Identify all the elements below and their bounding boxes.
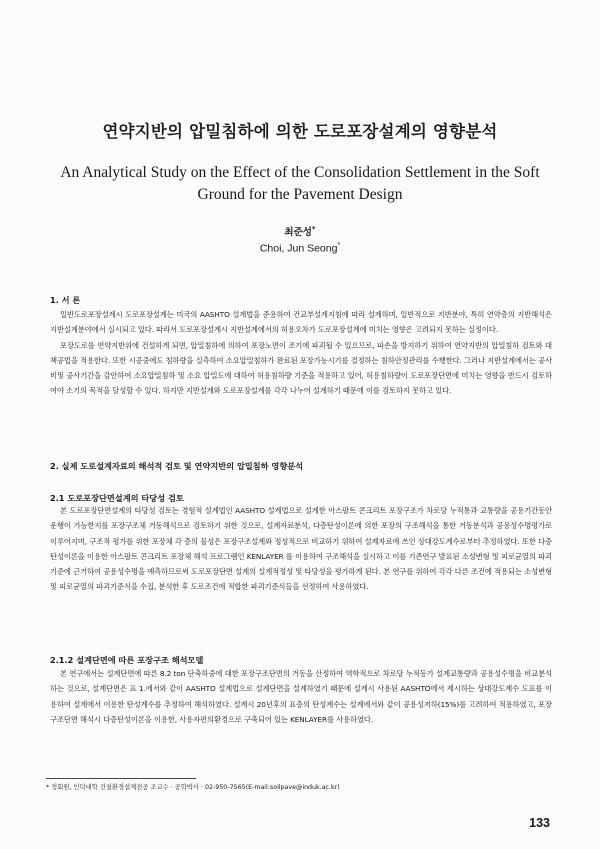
section-heading: 1. 서 론 <box>50 295 81 305</box>
author-korean-name: 최준성 <box>284 227 312 238</box>
section-heading: 2. 실제 도로설계자료의 해석적 검토 및 연약지반의 압밀침하 영향분석 <box>50 461 304 471</box>
subsection-heading: 2.1.2 설계단면에 따른 포장구조 해석모델 <box>50 655 204 665</box>
author-mark: * <box>311 224 316 233</box>
author-mark: * <box>337 242 341 249</box>
section-body <box>50 307 552 399</box>
paragraph: 본 도로포장단면설계의 타당성 검토는 경험적 설계법인 AASHTO 설계법으로 설계한 아스팔트 콘크리트 포장구조가 차로당 누적통과 교통량을 공용기간동안 운행이 가능한지를 포장구조체 거동해석으로 검토하기 위한 것으로, 설계자료분석, 다층탄성이론에 의한 포장의 구조해석을 통한 거동분석과 공용성수명평가로 이루어지며, 구조적 평가를 위한 포장체 각 층의 물성은 포장구조설계와 정성적으로 비교하기 위하여 설계자료에 쓰인 상대강도계수로부터 추정하였다. 또한 다층탄성이론을 이용한 아스팔트 콘크리트 포장체 해석 프로그램인 KENLAYER 를 이용하여 구조해석을 실시하고 이를 기존연구 발표된 소성변형 및 피로균열의 파괴기준에 근거하여 공용성수명을 예측하므로써 도로포장단면 설계의 설계적정성 및 타당성을 평가하게 된다. 본 연구를 위하여 각각 다른 조건에 적용되는 소성변형 및 피로균열의 파괴기준식을 수집, 분석한 후 도로조건에 적합한 파괴기준식들을 선정하여 사용하였다. <box>50 506 552 592</box>
section-body <box>50 503 552 595</box>
subsection-heading: 2.1 도로포장단면설계의 타당성 검토 <box>50 493 184 503</box>
author-english <box>0 242 600 255</box>
footnote-mark: * <box>46 784 50 791</box>
paragraph: 포장도로를 연약지반위에 건설하게 되면, 압밀침하에 의하여 포장노면이 조기에 파괴될 수 있으므로, 파손을 방지하기 위하여 연약지반의 압밀침하 검토와 대책공법을 적용한다. 또한 시공중에도 침하량을 실측하여 소요압밀침하가 완료된 포장가능시기를 결정하는 침하안정관리를 수행한다. 그러나 지반설계에서는 공사비및 공사기간을 감안하여 소요압밀침하 및 소요 압밀도에 대하여 허용침하량 기준을 적용하고 있어, 허용침하량이 도로포장단면에 미치는 영향을 반드시 검토하여야 소기의 목적을 달성할 수 있다. 하지만 지반설계와 도로포장설계를 각각 나누어 설계하기 때문에 이를 검토하지 못하고 있다. <box>50 340 552 396</box>
paragraph: 일반도로포장설계시 도로포장설계는 미국의 AASHTO 설계법을 준용하여 건교부설계지침에 따라 설계하며, 일반적으로 지반분야, 특히 연약층의 지반해석은 지반설계분야에서 실시되고 있다. 따라서 도로포장설계시 지반설계에서의 허용오차가 도로포장설계에 미치는 영향은 고려되지 못하는 실정이다. <box>50 310 552 335</box>
footnote-rule <box>46 778 196 779</box>
paper-title-english: An Analytical Study on the Effect of the Consolidation Settlement in the Soft Ground for the Pavement Design <box>60 164 540 203</box>
footnote-text: 정회원, 인덕대학 건설환경설계전공 조교수 · 공학박사 · 02-950-7565(E-mail:soilpave@induk.ac.kr) <box>51 784 340 791</box>
footnote <box>46 782 566 791</box>
section-body <box>50 666 552 727</box>
page-number: 133 <box>529 816 550 830</box>
paragraph: 본 연구에서는 설계단면에 따른 8.2 ton 단축하중에 대한 포장구조단면의 거동을 산정하여 역학적으로 차로당 누적등가 설계교통량과 공용성수명을 비교분석하는 것으로, 설계단면은 표 1.에서와 같이 AASHTO 설계법으로 설계단면을 설계하였기 때문에 설계시 사용된 AASHTO에서 제시하는 상대강도계수 도표를 이용하여 설계에서 이용한 탄성계수를 추정하여 해석하였다. 설계시 20년후의 표층의 탄성계수는 설계에서와 같이 공용성저하(15%)를 고려하여 적용하였고, 포장구조단면 해석시 다층탄성이론을 이용한, 사용자편의환경으로 구축되어 있는 KENLAYER를 사용하였다. <box>50 669 552 724</box>
author-english-name: Choi, Jun Seong <box>259 242 338 255</box>
paper-title-korean: 연약지반의 압밀침하에 의한 도로포장설계의 영향분석 <box>102 122 498 141</box>
author-korean <box>0 224 600 238</box>
